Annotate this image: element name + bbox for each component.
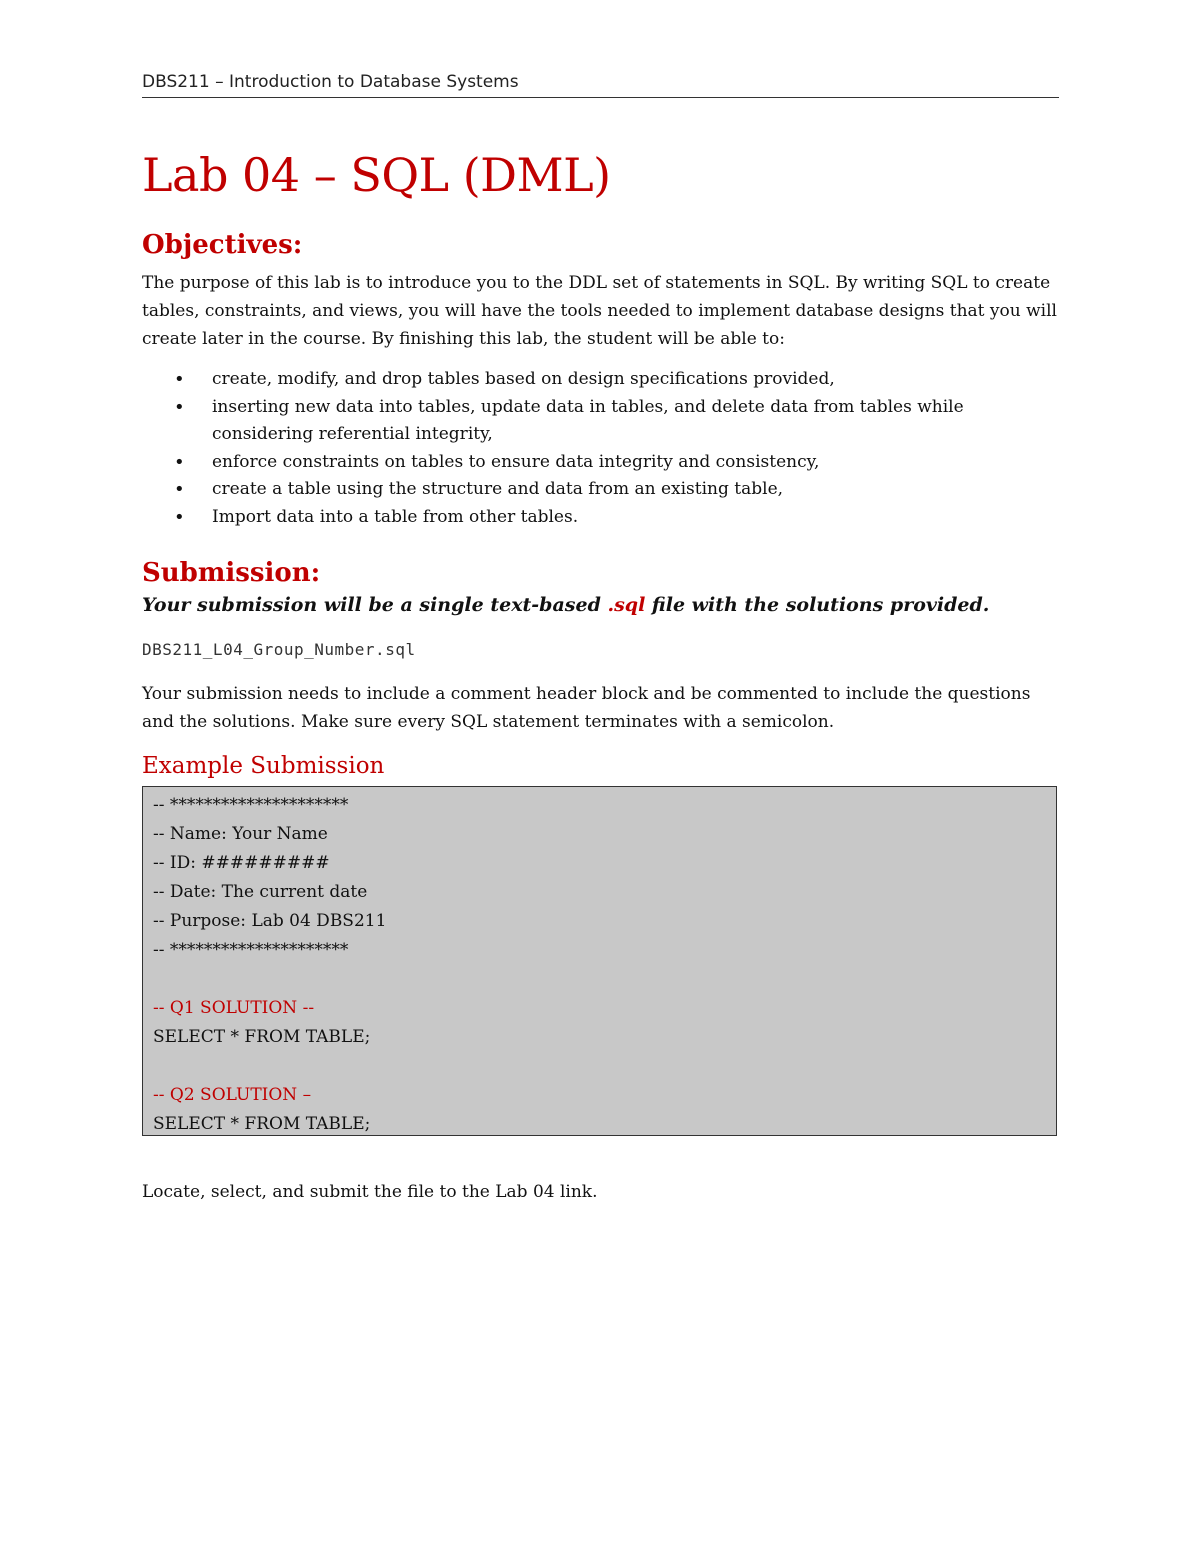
code-comment-q2: -- Q2 SOLUTION –	[153, 1085, 312, 1105]
code-line: SELECT * FROM TABLE;	[153, 1027, 371, 1047]
code-line: SELECT * FROM TABLE;	[153, 1114, 371, 1134]
submission-filename: DBS211_L04_Group_Number.sql	[142, 640, 416, 659]
page-header: DBS211 – Introduction to Database Systems	[142, 72, 1059, 98]
bullet-icon: •	[174, 396, 185, 418]
objectives-heading: Objectives:	[142, 230, 303, 260]
objectives-list	[142, 366, 1059, 531]
example-heading: Example Submission	[142, 753, 385, 779]
code-line: -- Name: Your Name	[153, 824, 328, 844]
code-line: -- *********************	[153, 795, 349, 815]
code-comment-q1: -- Q1 SOLUTION --	[153, 998, 315, 1018]
submission-subtitle: Your submission will be a single text-based .sql file with the solutions provided.	[142, 594, 990, 616]
code-line: -- Purpose: Lab 04 DBS211	[153, 911, 387, 931]
page-title: Lab 04 – SQL (DML)	[142, 148, 611, 202]
list-item: • Import data into a table from other tables.	[142, 504, 1059, 532]
submission-heading: Submission:	[142, 558, 321, 588]
bullet-icon: •	[174, 369, 185, 390]
code-line: -- *********************	[153, 940, 349, 960]
list-item: • enforce constraints on tables to ensure data integrity and consistency,	[142, 449, 1059, 477]
bullet-icon: •	[174, 506, 185, 528]
code-line: -- ID: #########	[153, 853, 330, 873]
list-item: • create, modify, and drop tables based on design specifications provided,	[142, 366, 1059, 394]
list-item: • create a table using the structure and data from an existing table,	[142, 476, 1059, 504]
objectives-paragraph: The purpose of this lab is to introduce you to the DDL set of statements in SQL. By writing SQL to create tables, constraints, and views, you will have the tools needed to implement database designs that you will create later in the course. By finishing this lab, the student will be able to:	[142, 273, 1057, 349]
code-line: -- Date: The current date	[153, 882, 368, 902]
submission-paragraph: Your submission needs to include a comment header block and be commented to include the questions and the solutions. Make sure every SQL statement terminates with a semicolon.	[142, 684, 1031, 732]
bullet-icon: •	[174, 479, 185, 500]
code-line	[153, 1052, 1046, 1081]
example-code-block	[142, 786, 1057, 1136]
closing-paragraph: Locate, select, and submit the file to the Lab 04 link.	[142, 1182, 598, 1202]
code-line	[153, 965, 1046, 994]
bullet-icon: •	[174, 451, 185, 473]
list-item: • inserting new data into tables, update data in tables, and delete data from tables while considering referential integrity,	[142, 394, 1059, 449]
